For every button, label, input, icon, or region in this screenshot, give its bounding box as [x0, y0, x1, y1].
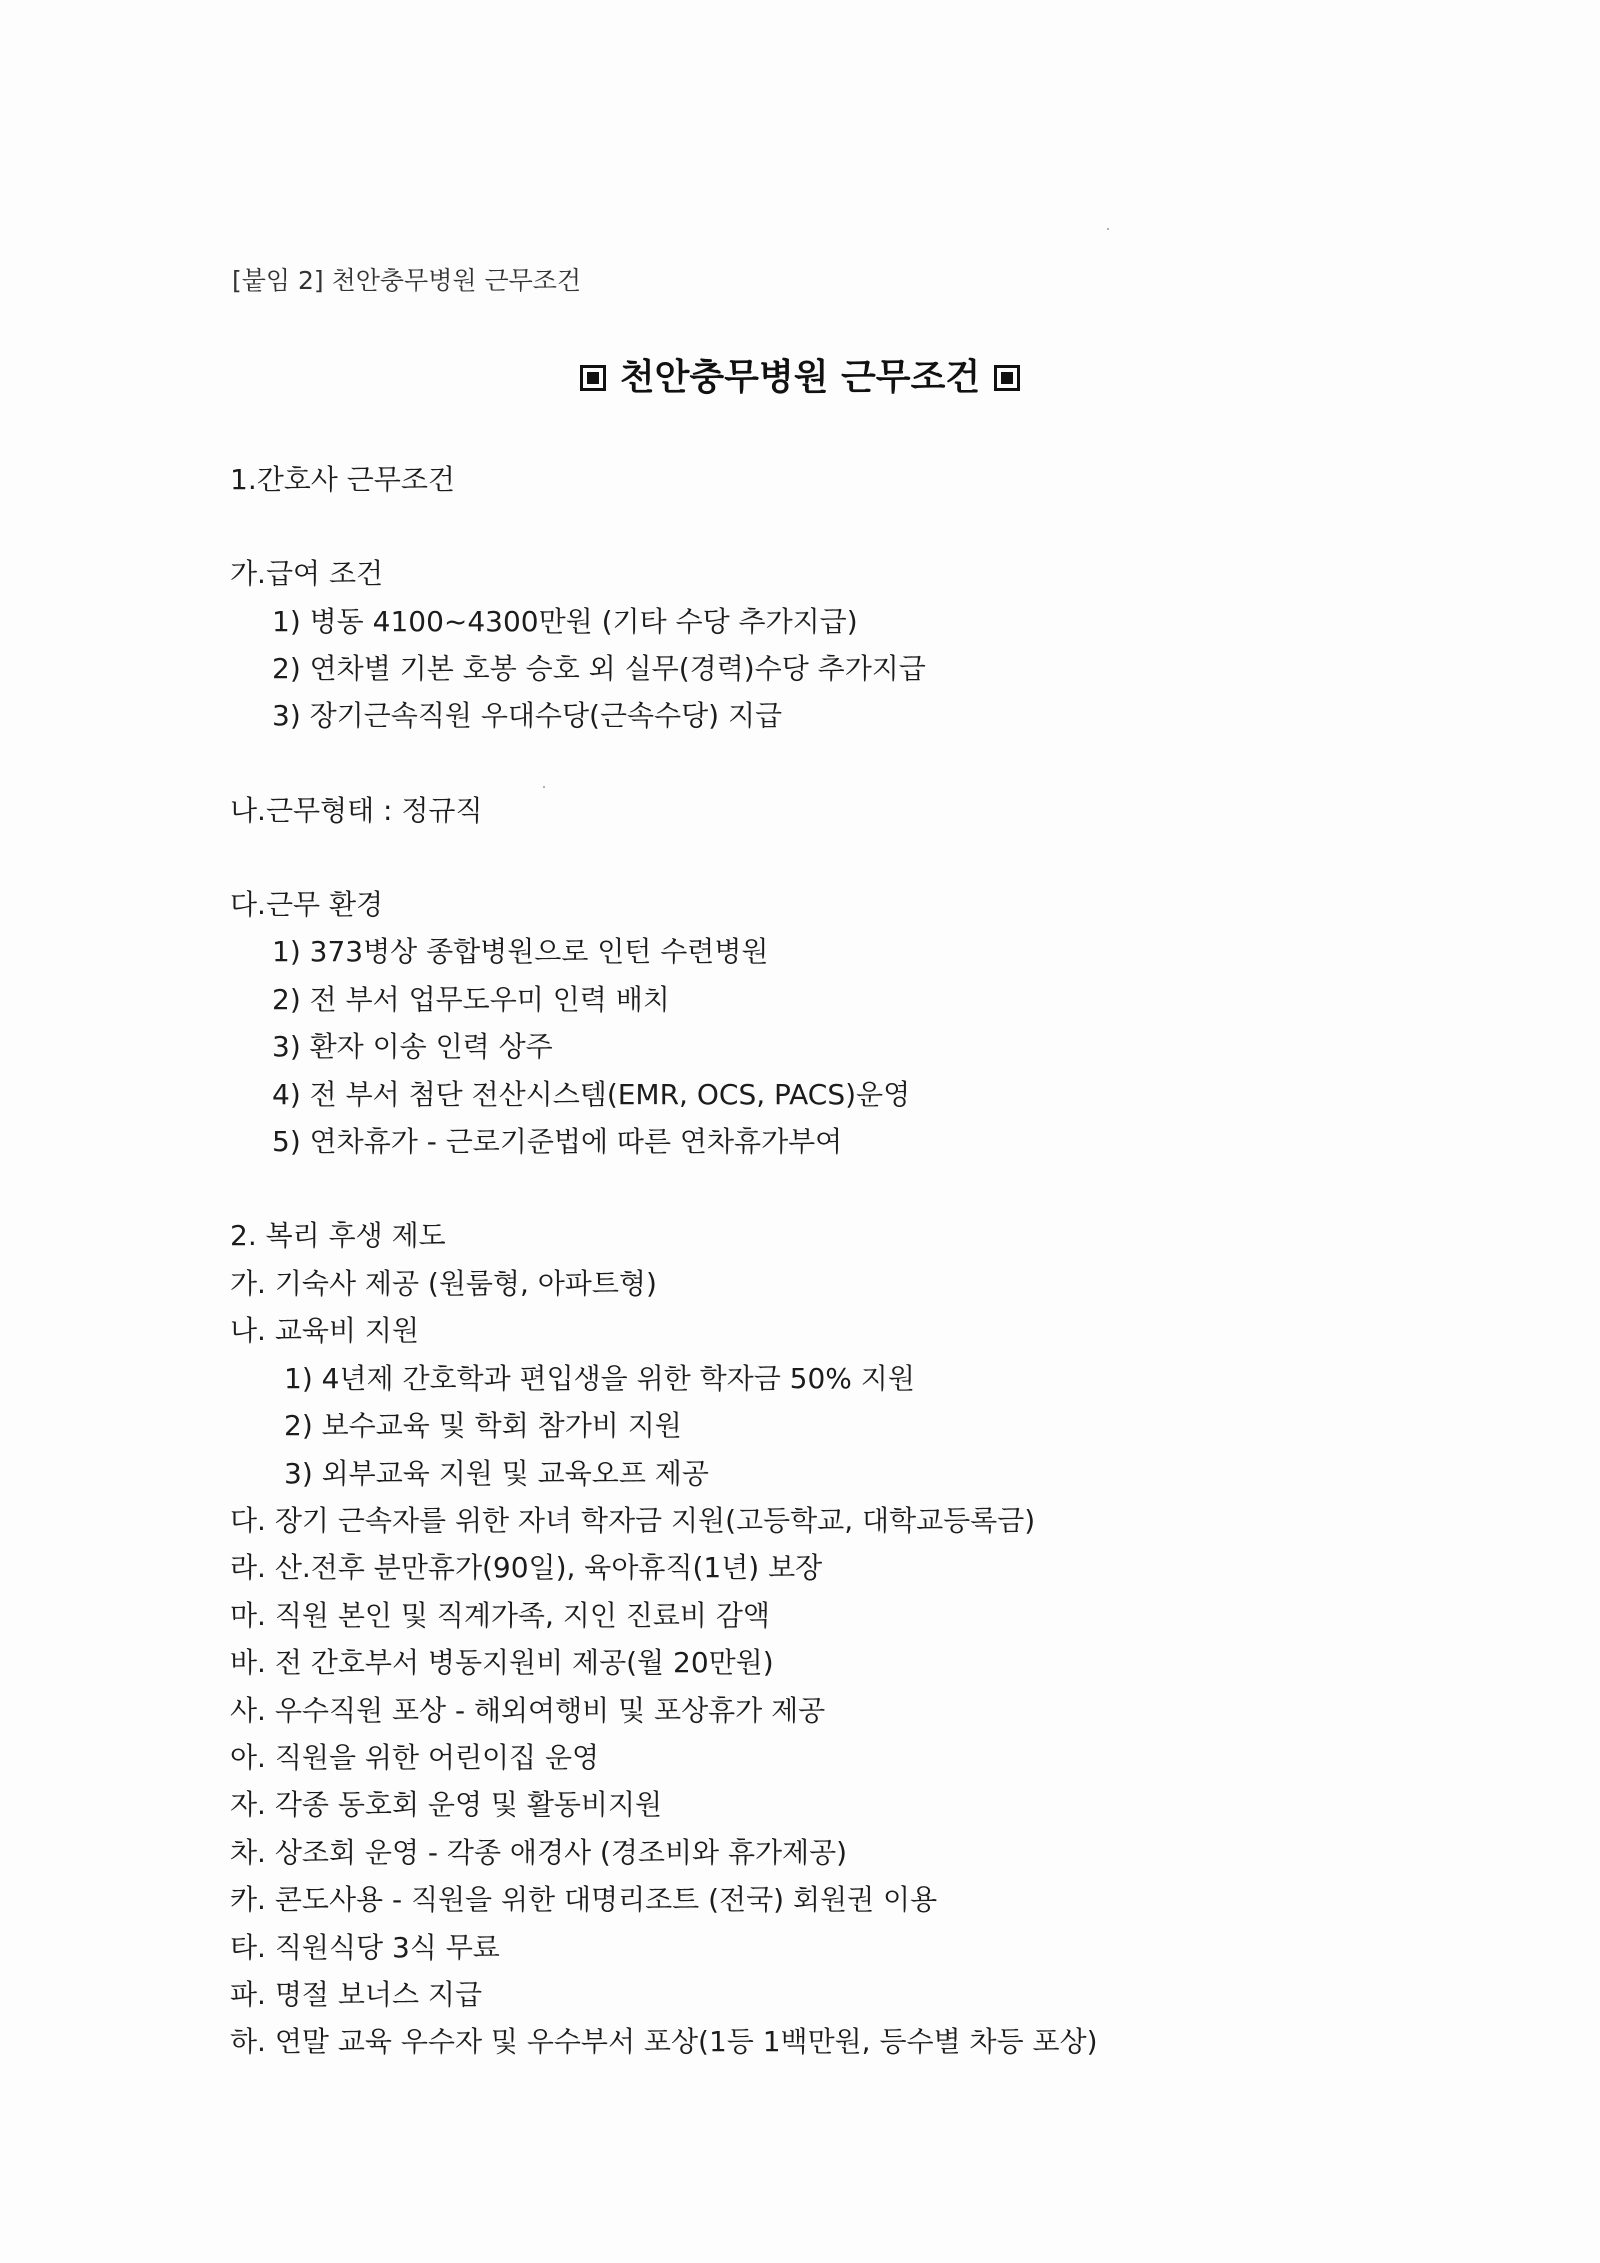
welfare-item: 마. 직원 본인 및 직계가족, 지인 진료비 감액 [230, 1599, 770, 1632]
welfare-item: 아. 직원을 위한 어린이집 운영 [230, 1741, 600, 1774]
welfare-item: 사. 우수직원 포상 - 해외여행비 및 포상휴가 제공 [230, 1694, 826, 1727]
section-heading-nurse: 1.간호사 근무조건 [230, 463, 455, 496]
employment-type: 나.근무형태 : 정규직 [230, 794, 483, 827]
filled-square-icon [994, 365, 1020, 391]
salary-item: 1) 병동 4100~4300만원 (기타 수당 추가지급) [272, 605, 858, 638]
welfare-item: 라. 산.전후 분만휴가(90일), 육아휴직(1년) 보장 [230, 1551, 823, 1584]
filled-square-icon [580, 365, 606, 391]
page-title-text: 천안충무병원 근무조건 [619, 357, 981, 398]
welfare-item: 차. 상조회 운영 - 각종 애경사 (경조비와 휴가제공) [230, 1836, 848, 1869]
environment-item: 3) 환자 이송 인력 상주 [272, 1030, 553, 1063]
environment-item: 5) 연차휴가 - 근로기준법에 따른 연차휴가부여 [272, 1125, 843, 1158]
scan-speck [1107, 228, 1109, 230]
welfare-item: 바. 전 간호부서 병동지원비 제공(월 20만원) [230, 1646, 774, 1679]
welfare-item: 파. 명절 보너스 지급 [230, 1978, 482, 2011]
welfare-item: 가. 기숙사 제공 (원룸형, 아파트형) [230, 1267, 657, 1300]
welfare-item: 타. 직원식당 3식 무료 [230, 1931, 500, 1964]
salary-heading: 가.급여 조건 [230, 557, 384, 590]
salary-item: 3) 장기근속직원 우대수당(근속수당) 지급 [272, 699, 783, 732]
environment-heading: 다.근무 환경 [230, 888, 384, 921]
welfare-item: 다. 장기 근속자를 위한 자녀 학자금 지원(고등학교, 대학교등록금) [230, 1504, 1036, 1537]
section-heading-welfare: 2. 복리 후생 제도 [230, 1219, 446, 1252]
salary-item: 2) 연차별 기본 호봉 승호 외 실무(경력)수당 추가지급 [272, 652, 926, 685]
welfare-item: 카. 콘도사용 - 직원을 위한 대명리조트 (전국) 회원권 이용 [230, 1883, 938, 1916]
page-title [0, 357, 1600, 398]
environment-item: 4) 전 부서 첨단 전산시스템(EMR, OCS, PACS)운영 [272, 1078, 911, 1111]
education-heading: 나. 교육비 지원 [230, 1314, 419, 1347]
education-item: 3) 외부교육 지원 및 교육오프 제공 [284, 1457, 709, 1490]
education-item: 1) 4년제 간호학과 편입생을 위한 학자금 50% 지원 [284, 1362, 915, 1395]
welfare-item: 하. 연말 교육 우수자 및 우수부서 포상(1등 1백만원, 등수별 차등 포상) [230, 2025, 1098, 2058]
welfare-item: 자. 각종 동호회 운영 및 활동비지원 [230, 1788, 663, 1821]
attachment-reference: [붙임 2] 천안충무병원 근무조건 [232, 266, 582, 295]
education-item: 2) 보수교육 및 학회 참가비 지원 [284, 1409, 682, 1442]
environment-item: 2) 전 부서 업무도우미 인력 배치 [272, 983, 670, 1016]
scan-speck [543, 786, 545, 788]
environment-item: 1) 373병상 종합병원으로 인턴 수련병원 [272, 935, 769, 968]
